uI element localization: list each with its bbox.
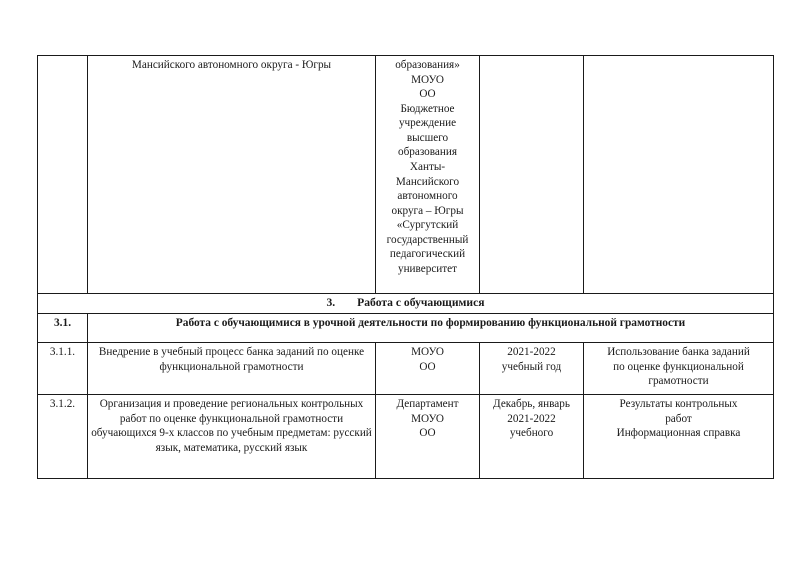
cell-deadline: 2021-2022 учебный год [480, 343, 584, 395]
cell-activity: Организация и проведение региональных контрольных работ по оценке функциональной грамотности обучающихся 9-х классов по учебным предметам: русский язык, математика, русский язык [88, 395, 376, 479]
section-header-cell [38, 294, 774, 314]
section-number: 3. [326, 296, 336, 309]
cell-deadline [480, 56, 584, 294]
section-title: Работа с обучающимися [357, 296, 485, 309]
table-row [38, 56, 774, 294]
cell-responsible: Департамент МОУО ОО [376, 395, 480, 479]
subsection-title-cell: Работа с обучающимися в урочной деятельности по формированию функциональной грамотности [88, 314, 774, 343]
cell-row-number: 3.1. [38, 314, 88, 343]
cell-row-number: 3.1.1. [38, 343, 88, 395]
table-row [38, 395, 774, 479]
cell-deadline: Декабрь, январь 2021-2022 учебного [480, 395, 584, 479]
cell-responsible: образования» МОУО ОО Бюджетное учреждение высшего образования Ханты- Мансийского автономного округа – Югры «Сургутский государственный педагогический университет [376, 56, 480, 294]
cell-row-number [38, 56, 88, 294]
table-subsection-row [38, 314, 774, 343]
cell-responsible: МОУО ОО [376, 343, 480, 395]
cell-activity: Внедрение в учебный процесс банка заданий по оценке функциональной грамотности [88, 343, 376, 395]
cell-row-number: 3.1.2. [38, 395, 88, 479]
cell-result [584, 56, 774, 294]
cell-activity: Мансийского автономного округа - Югры [88, 56, 376, 294]
table-section-row [38, 294, 774, 314]
plan-table [37, 55, 774, 479]
cell-result: Результаты контрольных работ Информационная справка [584, 395, 774, 479]
table-row [38, 343, 774, 395]
table-body [38, 56, 774, 479]
cell-result: Использование банка заданий по оценке функциональной грамотности [584, 343, 774, 395]
